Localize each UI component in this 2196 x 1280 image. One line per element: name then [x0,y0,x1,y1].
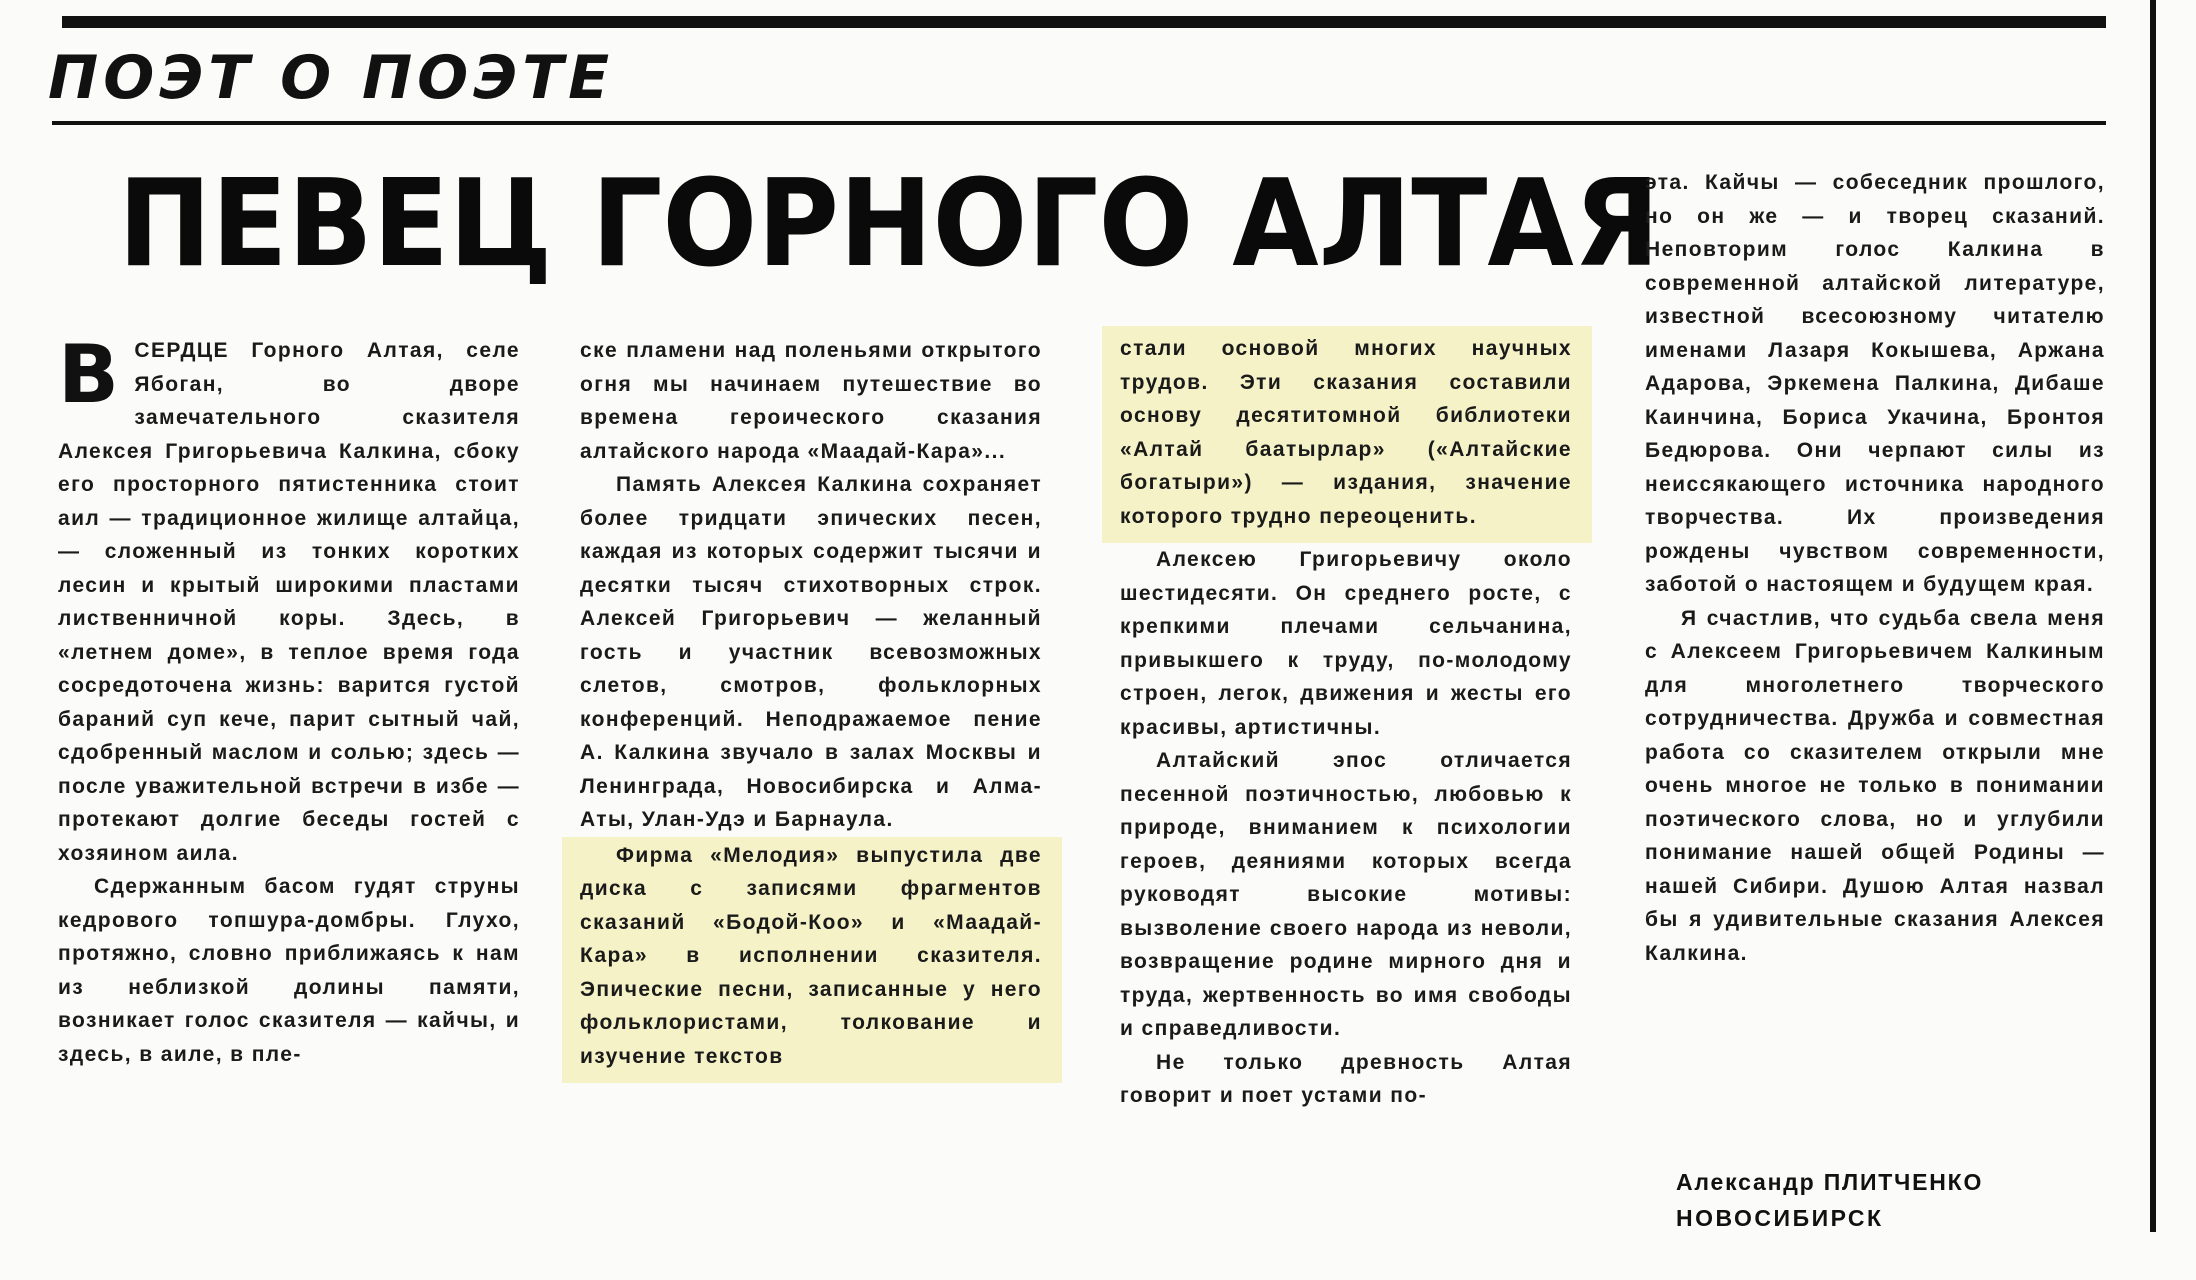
article-column-3 [1120,334,1572,1113]
paragraph: Я счастлив, что судьба свела меня с Алексеем Григорьевичем Калкиным для многолетнего творческого сотрудничества. Дружба и совместная работа со сказителем открыли мне очень многое не только в понимании поэтического слова, но и углубили понимание нашей общей Родины — нашей Сибири. Душою Алтая назвал бы я удивительные сказания Алексея Калкина. [1645,606,2105,965]
author-city: НОВОСИБИРСК [1676,1205,1884,1231]
author-signature [1676,1164,2096,1236]
article-column-4 [1645,166,2105,970]
right-border-rule [2150,0,2156,1232]
top-rule [62,16,2106,28]
paragraph [58,328,520,870]
rubric-underline [52,121,2106,125]
article-column-1 [58,328,520,1071]
author-name: Александр ПЛИТЧЕНКО [1676,1169,1984,1195]
drop-cap: В [58,328,121,421]
rubric: ПОЭТ О ПОЭТЕ [48,43,615,113]
article-headline: ПЕВЕЦ ГОРНОГО АЛТАЯ [118,155,1660,294]
paragraph: Сдержанным басом гудят струны кедрового топшура-домбры. Глухо, протяжно, словно приближаясь к нам из неблизкой долины памяти, возникает голос сказителя — кайчы, и здесь, в аиле, в пле- [58,875,520,1066]
paragraph: ске пламени над поленьями открытого огня мы начинаем путешествие во времена героического сказания алтайского народа «Маадай-Кара»... [580,339,1042,463]
highlighted-paragraph: стали основой многих научных трудов. Эти сказания составили основу десятитомной библиотеки «Алтай баатырлар» («Алтайские богатыри») — издания, значение которого трудно переоценить. [1102,326,1592,543]
paragraph: Память Алексея Калкина сохраняет более тридцати эпических песен, каждая из которых содержит тысячи и десятки тысяч стихотворных строк. Алексей Григорьевич — желанный гость и участник всевозможных слетов, смотров, фольклорных конференций. Неподражаемое пение А. Калкина звучало в залах Москвы и Ленинграда, Новосибирска и Алма-Аты, Улан-Удэ и Барнаула. [580,473,1042,831]
paragraph: Не только древность Алтая говорит и поет устами по- [1120,1050,1572,1107]
paragraph: Алексею Григорьевичу около шестидесяти. Он среднего росте, с крепкими плечами сельчанина, привыкшего к труду, по-молодому строен, легок, движения и жесты его красивы, артистичны. [1120,548,1572,739]
paragraph: эта. Кайчы — собеседник прошлого, но он же — и творец сказаний. Неповторим голос Калкина в современной алтайской литературе, известной всесоюзному читателю именами Лазаря Кокышева, Аржана Адарова, Эркемена Палкина, Дибаше Каинчина, Бориса Укачина, Бронтоя Бедюрова. Они черпают силы из неиссякающего источника народного творчества. Их произведения рождены чувством современности, заботой о настоящем и будущем края. [1645,171,2105,596]
highlighted-paragraph: Фирма «Мелодия» выпустила две диска с записями фрагментов сказаний «Бодой-Коо» и «Маадай-Кара» в исполнении сказителя. Эпические песни, записанные у него фольклористами, толкование и изучение текстов [562,837,1062,1084]
paragraph: Алтайский эпос отличается песенной поэтичностью, любовью к природе, вниманием к психологии героев, деяниями которых всегда руководят высокие мотивы: вызволение своего народа из неволи, возвращение родине мирного дня и труда, жертвенность во имя свободы и справедливости. [1120,749,1572,1040]
article-column-2 [580,334,1042,1083]
paragraph-text: СЕРДЦЕ Горного Алтая, селе Ябоган, во дворе замечательного сказителя Алексея Григорьевича Калкина, сбоку его просторного пятистенника стоит аил — традиционное жилище алтайца, — сложенный из тонких коротких лесин и крытый широкими пластами лиственничной коры. Здесь, в «летнем доме», в теплое время года сосредоточена жизнь: варится густой бараний суп кече, парит сытный чай, сдобренный маслом и солью; здесь — после уважительной встречи в избе — протекают долгие беседы гостей с хозяином аила. [58,339,520,865]
